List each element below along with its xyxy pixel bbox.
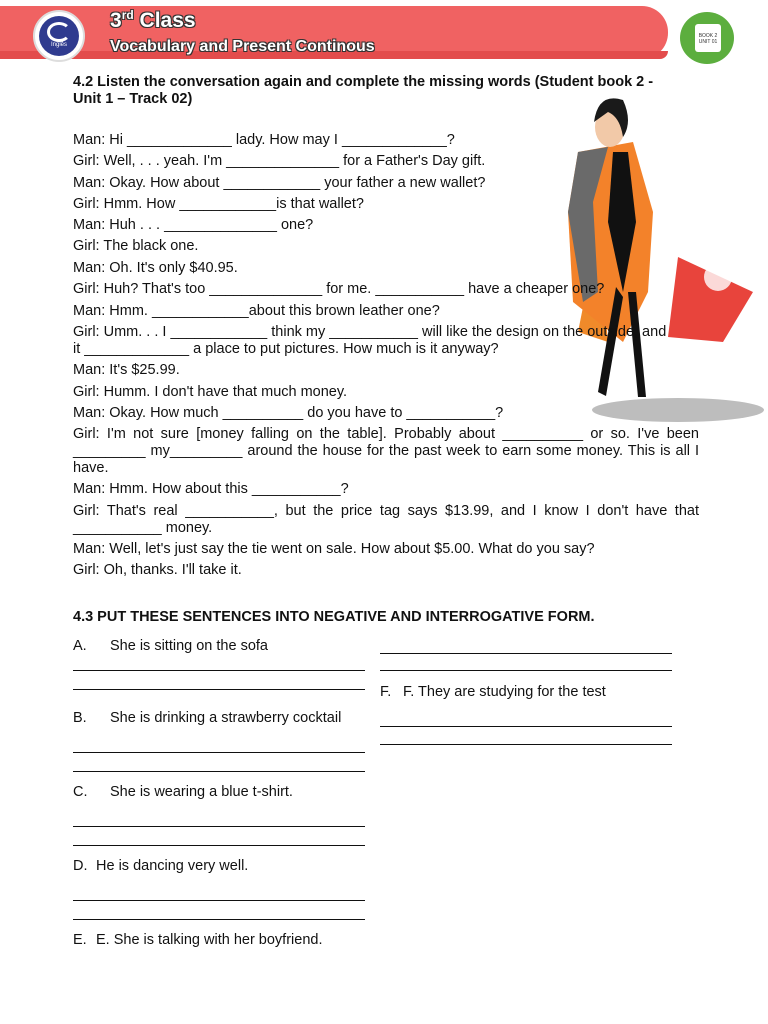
answer-line[interactable] bbox=[73, 689, 365, 690]
exercise-letter: E. bbox=[73, 932, 87, 948]
exercise-letter: F. bbox=[380, 684, 392, 700]
book-badge bbox=[680, 12, 734, 64]
exercise-sentence: She is wearing a blue t-shirt. bbox=[110, 784, 293, 800]
page-subtitle: Vocabulary and Present Continous bbox=[110, 38, 375, 55]
answer-line[interactable] bbox=[380, 744, 672, 745]
exercise-sentence: F. They are studying for the test bbox=[403, 684, 606, 700]
section-42-heading-line1: 4.2 Listen the conversation again and complete the missing words (Student book 2 - bbox=[73, 74, 654, 90]
figure-shadow bbox=[592, 398, 764, 422]
dialogue-line: Man: Hmm. How about this ___________? bbox=[73, 481, 349, 497]
answer-line[interactable] bbox=[73, 826, 365, 827]
dialogue-line: Man: Okay. How much __________ do you have to ___________? bbox=[73, 405, 504, 421]
dialogue-line: Girl: Well, . . . yeah. I'm ______________ for a Father's Day gift. bbox=[73, 153, 486, 169]
answer-line[interactable] bbox=[73, 771, 365, 772]
answer-line[interactable] bbox=[73, 900, 365, 901]
exercise-sentence: E. She is talking with her boyfriend. bbox=[96, 932, 323, 948]
dialogue-paragraph: Girl: I'm not sure [money falling on the table]. Probably about __________ or so. I've been _________ my_________ around the house for the past week to earn some money. This is all I have. bbox=[73, 426, 699, 476]
exercise-letter: C. bbox=[73, 784, 88, 800]
exercise-letter: D. bbox=[73, 858, 88, 874]
dialogue-line: Girl: Huh? That's too ______________ for me. ___________ have a cheaper one? bbox=[73, 281, 605, 297]
dialogue-paragraph: Girl: That's real ___________, but the price tag says $13.99, and I know I don't have that ___________ money. bbox=[73, 503, 699, 536]
dialogue-line: Man: Well, let's just say the tie went on sale. How about $5.00. What do you say? bbox=[73, 541, 595, 557]
exercise-letter: B. bbox=[73, 710, 87, 726]
dialogue-line: Girl: Hmm. How ____________is that wallet? bbox=[73, 196, 364, 212]
badge-line-2: UNIT 01 bbox=[698, 39, 718, 45]
bag-logo bbox=[704, 263, 732, 291]
exercise-sentence: He is dancing very well. bbox=[96, 858, 249, 874]
section-43-heading: 4.3 PUT THESE SENTENCES INTO NEGATIVE AND INTERROGATIVE FORM. bbox=[73, 609, 595, 625]
class-title bbox=[110, 8, 196, 33]
answer-line[interactable] bbox=[73, 919, 365, 920]
school-logo bbox=[33, 10, 85, 62]
dialogue-line: it _____________ a place to put pictures. How much is it anyway? bbox=[73, 341, 499, 357]
answer-line[interactable] bbox=[380, 653, 672, 654]
badge-line-1: BOOK 2 bbox=[698, 33, 718, 39]
exercise-sentence: She is drinking a strawberry cocktail bbox=[110, 710, 342, 726]
dialogue-line: Girl: Oh, thanks. I'll take it. bbox=[73, 562, 242, 578]
section-42-heading-line2: Unit 1 – Track 02) bbox=[73, 91, 193, 107]
exercise-sentence: She is sitting on the sofa bbox=[110, 638, 268, 654]
dialogue-line: Girl: Humm. I don't have that much money. bbox=[73, 384, 348, 400]
dialogue-line: Man: Okay. How about ____________ your father a new wallet? bbox=[73, 175, 486, 191]
tshirt-icon bbox=[695, 24, 721, 52]
answer-line[interactable] bbox=[380, 726, 672, 727]
answer-line[interactable] bbox=[73, 670, 365, 671]
class-word: Class bbox=[139, 9, 196, 32]
dialogue-line: Man: Hi _____________ lady. How may I _____________? bbox=[73, 132, 455, 148]
dialogue-line: Girl: The black one. bbox=[73, 238, 199, 254]
class-suffix: rd bbox=[121, 8, 134, 22]
answer-line[interactable] bbox=[380, 670, 672, 671]
answer-line[interactable] bbox=[73, 845, 365, 846]
logo-swirl-icon bbox=[47, 22, 71, 42]
dialogue-line: Man: It's $25.99. bbox=[73, 362, 180, 378]
dialogue-line: Girl: Umm. . . I ____________ think my ___________ will like the design on the outside, and bbox=[73, 324, 667, 340]
class-number: 3 bbox=[110, 9, 122, 32]
right-boot bbox=[628, 292, 646, 397]
dialogue-line: Man: Hmm. ____________about this brown leather one? bbox=[73, 303, 440, 319]
logo-text: Inglês bbox=[50, 42, 67, 48]
answer-line[interactable] bbox=[73, 752, 365, 753]
dialogue-line: Man: Huh . . . ______________ one? bbox=[73, 217, 314, 233]
exercise-letter: A. bbox=[73, 638, 87, 654]
shopping-woman-illustration bbox=[528, 92, 764, 432]
dialogue-line: Man: Oh. It's only $40.95. bbox=[73, 260, 238, 276]
